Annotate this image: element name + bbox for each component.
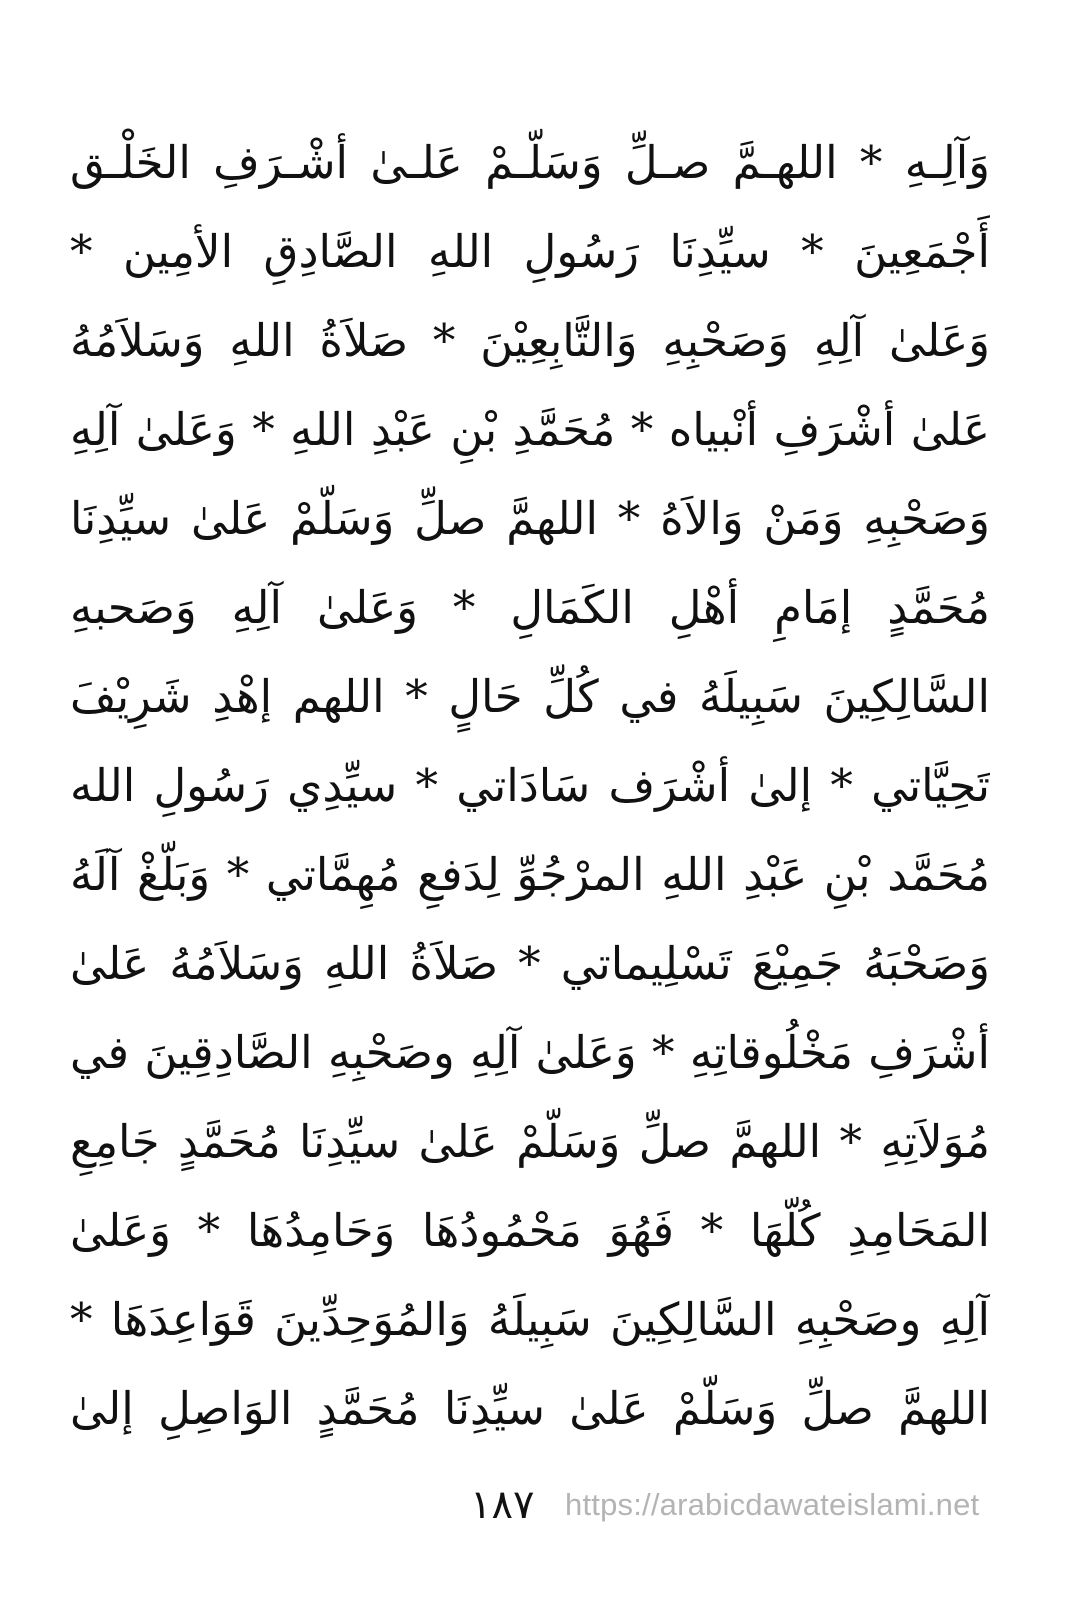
text-line: مُحَمَّدٍ إمَامِ أهْلِ الكَمَالِ * وَعَلىٰ آلِهِ وَصَحبهِ xyxy=(70,581,990,634)
text-line: وَعَلىٰ آلِهِ وَصَحْبِهِ وَالتَّابِعِيْنَ * صَلاَةُ اللهِ وَسَلاَمُهُ xyxy=(70,314,990,367)
text-line: السَّالِكِينَ سَبِيلَهُ في كُلِّ حَالٍ * اللهم إهْدِ شَرِيْفَ xyxy=(70,670,990,723)
watermark-url: https://arabicdawateislami.net xyxy=(565,1487,980,1522)
arabic-text-block xyxy=(70,118,990,1453)
text-line: اللهمَّ صلِّ وَسَلّمْ عَلىٰ سيِّدِنَا مُحَمَّدٍ الوَاصِلِ إلىٰ xyxy=(70,1382,990,1435)
text-line: مُوَلاَتِهِ * اللهمَّ صلِّ وَسَلّمْ عَلىٰ سيِّدِنَا مُحَمَّدٍ جَامِعِ xyxy=(70,1115,990,1168)
text-line: أَجْمَعِينَ * سيِّدِنَا رَسُولِ اللهِ الصَّادِقِ الأمِين * xyxy=(70,225,990,278)
text-line: عَلىٰ أشْرَفِ أنْبياه * مُحَمَّدِ بْنِ عَبْدِ اللهِ * وَعَلىٰ آلِهِ xyxy=(70,403,990,456)
text-line: آلِهِ وصَحْبِهِ السَّالِكِينَ سَبِيلَهُ وَالمُوَحِدِّينَ قَوَاعِدَهَا * xyxy=(70,1293,990,1346)
text-line: أشْرَفِ مَخْلُوقاتِهِ * وَعَلىٰ آلِهِ وصَحْبِهِ الصَّادِقِينَ في xyxy=(70,1026,990,1079)
text-line: وَصَحْبِهِ وَمَنْ وَالاَهُ * اللهمَّ صلِّ وَسَلّمْ عَلىٰ سيِّدِنَا xyxy=(70,492,990,545)
text-line: وَآلِـهِ * اللهـمَّ صـلِّ وَسَلّـمْ عَلـىٰ أشْـرَفِ الخَلْـق xyxy=(70,136,990,189)
page-number: ١٨٧ xyxy=(470,1482,535,1528)
page-footer xyxy=(0,1475,1079,1535)
text-line: وَصَحْبَهُ جَمِيْعَ تَسْلِيماتي * صَلاَةُ اللهِ وَسَلاَمُهُ عَلىٰ xyxy=(70,937,990,990)
text-line: مُحَمَّد بْنِ عَبْدِ اللهِ المرْجُوِّ لِدَفعِ مُهِمَّاتي * وَبَلّغْ آلَهُ xyxy=(70,848,990,901)
text-line: تَحِيَّاتي * إلىٰ أشْرَف سَادَاتي * سيِّدِي رَسُولِ الله xyxy=(70,759,990,812)
text-line: المَحَامِدِ كُلّهَا * فَهُوَ مَحْمُودُهَا وَحَامِدُهَا * وَعَلىٰ xyxy=(70,1204,990,1257)
